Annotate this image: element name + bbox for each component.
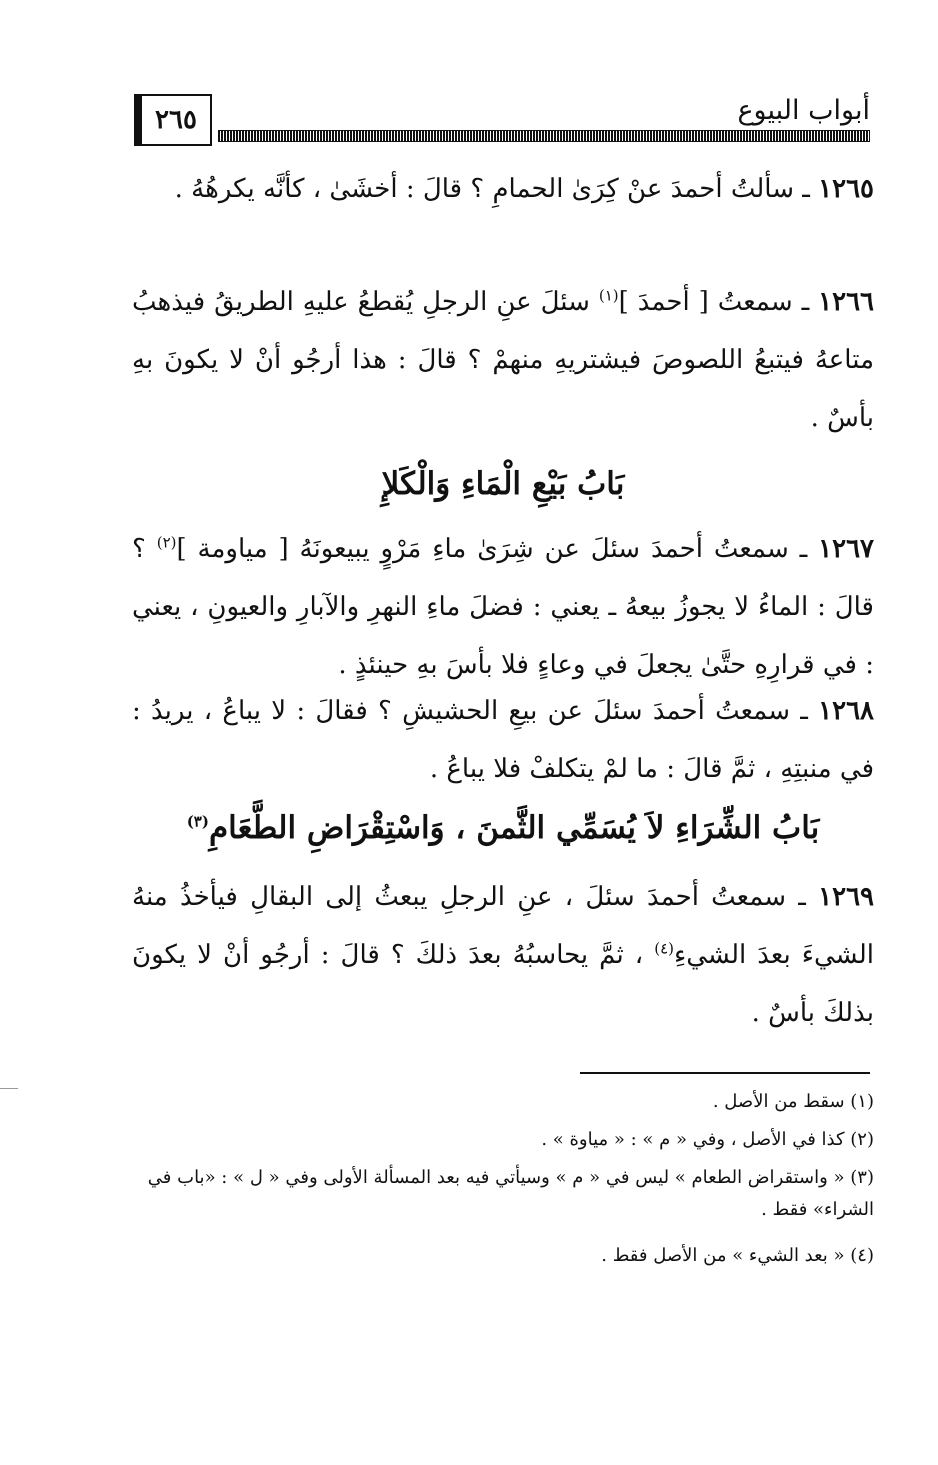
footnote-ref: (٢)	[156, 533, 177, 552]
section-heading-purchase	[132, 800, 874, 856]
footnote-divider	[580, 1072, 870, 1074]
page-number: ٢٦٥	[155, 105, 197, 135]
heading-text: بَابُ الشِّرَاءِ لاَ يُسَمِّي الثَّمنَ ، وَاسْتِقْرَاضِ الطَّعَامِ	[208, 810, 820, 846]
entry-text: ، ثمَّ يحاسبُهُ بعدَ ذلكَ ؟ قالَ : أرجُو أنْ لا يكونَ بذلكَ بأسٌ .	[132, 940, 874, 1028]
entry-1265	[132, 160, 874, 218]
entry-text: ؟ قالَ : الماءُ لا يجوزُ بيعهُ ـ يعني : فضلَ ماءِ النهرِ والآبارِ والعيونِ ، يعني : في قرارِهِ حتَّىٰ يجعلَ في وعاءٍ فلا بأسَ بهِ حينئذٍ .	[132, 534, 874, 680]
section-heading-water-sale: بَابُ بَيْعِ الْمَاءِ وَالْكَلإِ	[381, 466, 625, 502]
entry-number: ١٢٦٦	[818, 287, 874, 317]
entry-text: ـ سمعتُ أحمدَ سئلَ ، عنِ الرجلِ يبعثُ إلى البقالِ فيأخذُ منهُ الشيءَ بعدَ الشيءِ	[132, 882, 874, 970]
header-rule	[218, 130, 870, 142]
footnote-ref: (٣)	[186, 812, 209, 831]
entry-number: ١٢٦٩	[818, 882, 874, 912]
entry-1267	[132, 520, 874, 694]
page-header	[134, 94, 870, 154]
entry-text: ـ سمعتُ أحمدَ سئلَ عن شِرَىٰ ماءِ مَرْوٍ يبيعونَهُ [ مياومة ]	[176, 534, 819, 564]
entry-text: ـ سمعتُ [ أحمدَ ]	[618, 287, 819, 317]
entry-number: ١٢٦٧	[818, 534, 874, 564]
entry-1266	[132, 273, 874, 447]
entry-text: ـ سمعتُ أحمدَ سئلَ عن بيعِ الحشيشِ ؟ فقالَ : لا يباعُ ، يريدُ : في منبتِهِ ، ثمَّ قالَ : ما لمْ يتكلفْ فلا يباعُ .	[132, 696, 874, 784]
entry-number: ١٢٦٨	[818, 696, 874, 726]
chapter-title: أبواب البيوع	[731, 94, 870, 128]
entry-1269	[132, 868, 874, 1042]
footnote-ref: (١)	[598, 286, 619, 305]
entry-1268	[132, 682, 874, 798]
footnote-4: (٤) « بعد الشيء » من الأصل فقط .	[601, 1245, 874, 1266]
entry-text: سئلَ عنِ الرجلِ يُقطعُ عليهِ الطريقُ فيذهبُ متاعهُ فيتبعُ اللصوصَ فيشتريهِ منهمْ ؟ قالَ : هذا أرجُو أنْ لا يكونَ بهِ بأسٌ .	[132, 287, 874, 433]
page-number-box	[134, 94, 212, 146]
entry-text: ـ سألتُ أحمدَ عنْ كِرَىٰ الحمامِ ؟ قالَ : أخشَىٰ ، كأنَّه يكرهُهُ .	[174, 174, 819, 204]
margin-mark	[0, 1088, 18, 1089]
footnote-2: (٢) كذا في الأصل ، وفي « م » : « مياوة » .	[541, 1129, 874, 1150]
footnote-ref: (٤)	[654, 939, 674, 958]
footnote-1: (١) سقط من الأصل .	[712, 1091, 874, 1112]
entry-number: ١٢٦٥	[818, 174, 874, 204]
footnote-3: (٣) « واستقراض الطعام » ليس في « م » وسيأتي فيه بعد المسألة الأولى وفي « ل » : «باب في الشراء» فقط .	[147, 1167, 874, 1220]
